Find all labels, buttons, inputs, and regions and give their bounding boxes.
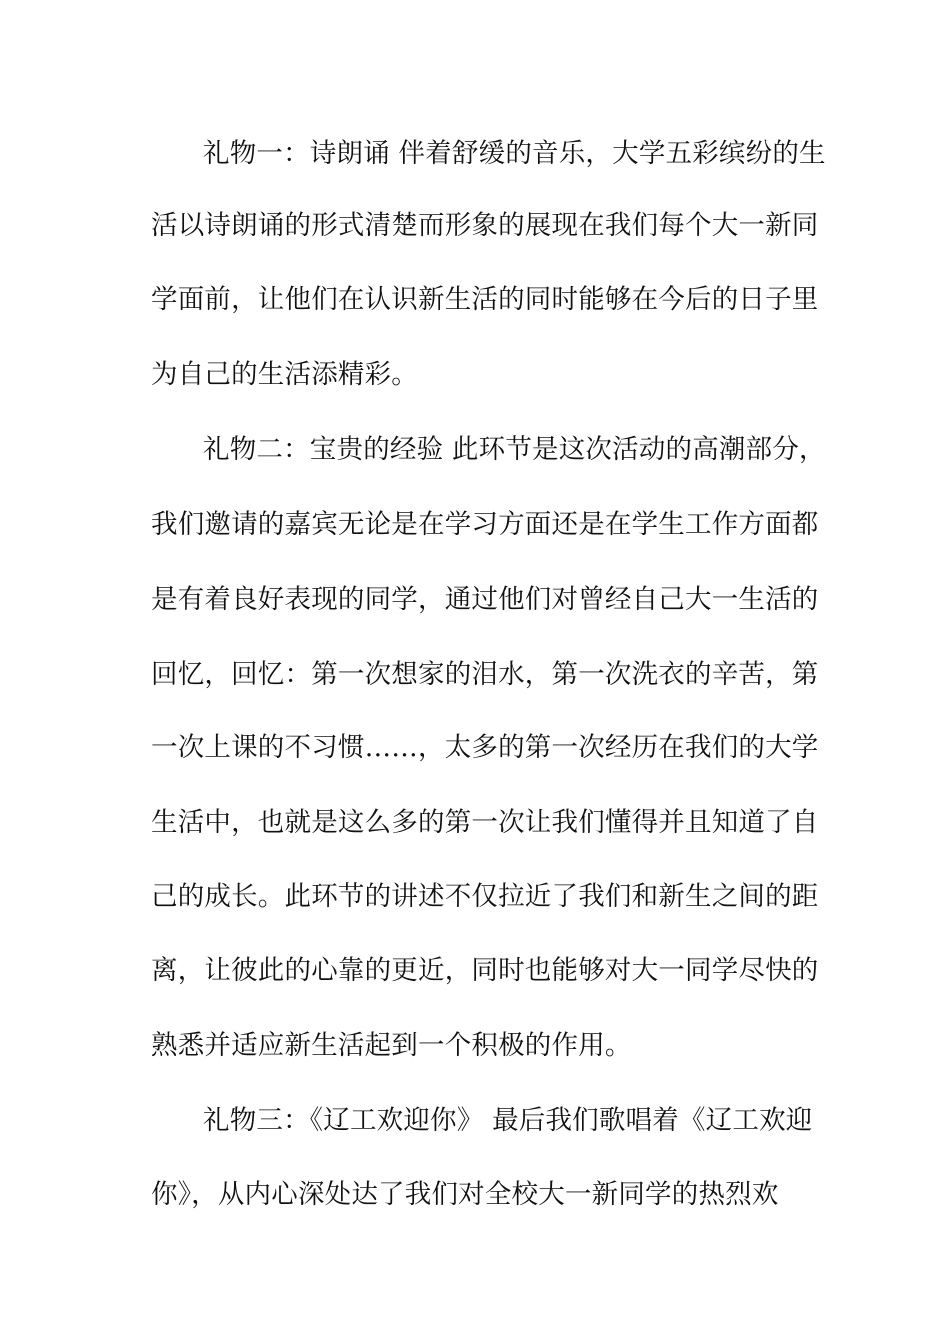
text-line: 活以诗朗诵的形式清楚而形象的展现在我们每个大一新同: [151, 210, 819, 241]
text-line: 生活中，也就是这么多的第一次让我们懂得并且知道了自: [151, 807, 819, 838]
text-line: 熟悉并适应新生活起到一个积极的作用。: [151, 1030, 632, 1061]
text-line: 礼物二：宝贵的经验 此环节是这次活动的高潮部分，: [203, 434, 826, 465]
text-line: 学面前，让他们在认识新生活的同时能够在今后的日子里: [151, 284, 819, 315]
text-line: 礼物三：《辽工欢迎你》 最后我们歌唱着《辽工欢迎: [203, 1105, 813, 1136]
text-line: 我们邀请的嘉宾无论是在学习方面还是在学生工作方面都: [151, 509, 819, 540]
text-line: 你》，从内心深处达了我们对全校大一新同学的热烈欢: [151, 1179, 779, 1210]
text-line: 己的成长。此环节的讲述不仅拉近了我们和新生之间的距: [151, 881, 819, 912]
text-line: 礼物一：诗朗诵 伴着舒缓的音乐，大学五彩缤纷的生: [203, 138, 826, 169]
text-line: 为自己的生活添精彩。: [151, 359, 418, 390]
text-line: 回忆，回忆：第一次想家的泪水，第一次洗衣的辛苦，第: [151, 659, 819, 690]
text-line: 离，让彼此的心靠的更近，同时也能够对大一同学尽快的: [151, 955, 819, 986]
text-line: 是有着良好表现的同学，通过他们对曾经自己大一生活的: [151, 584, 819, 615]
text-line: 一次上课的不习惯……，太多的第一次经历在我们的大学: [151, 732, 819, 763]
